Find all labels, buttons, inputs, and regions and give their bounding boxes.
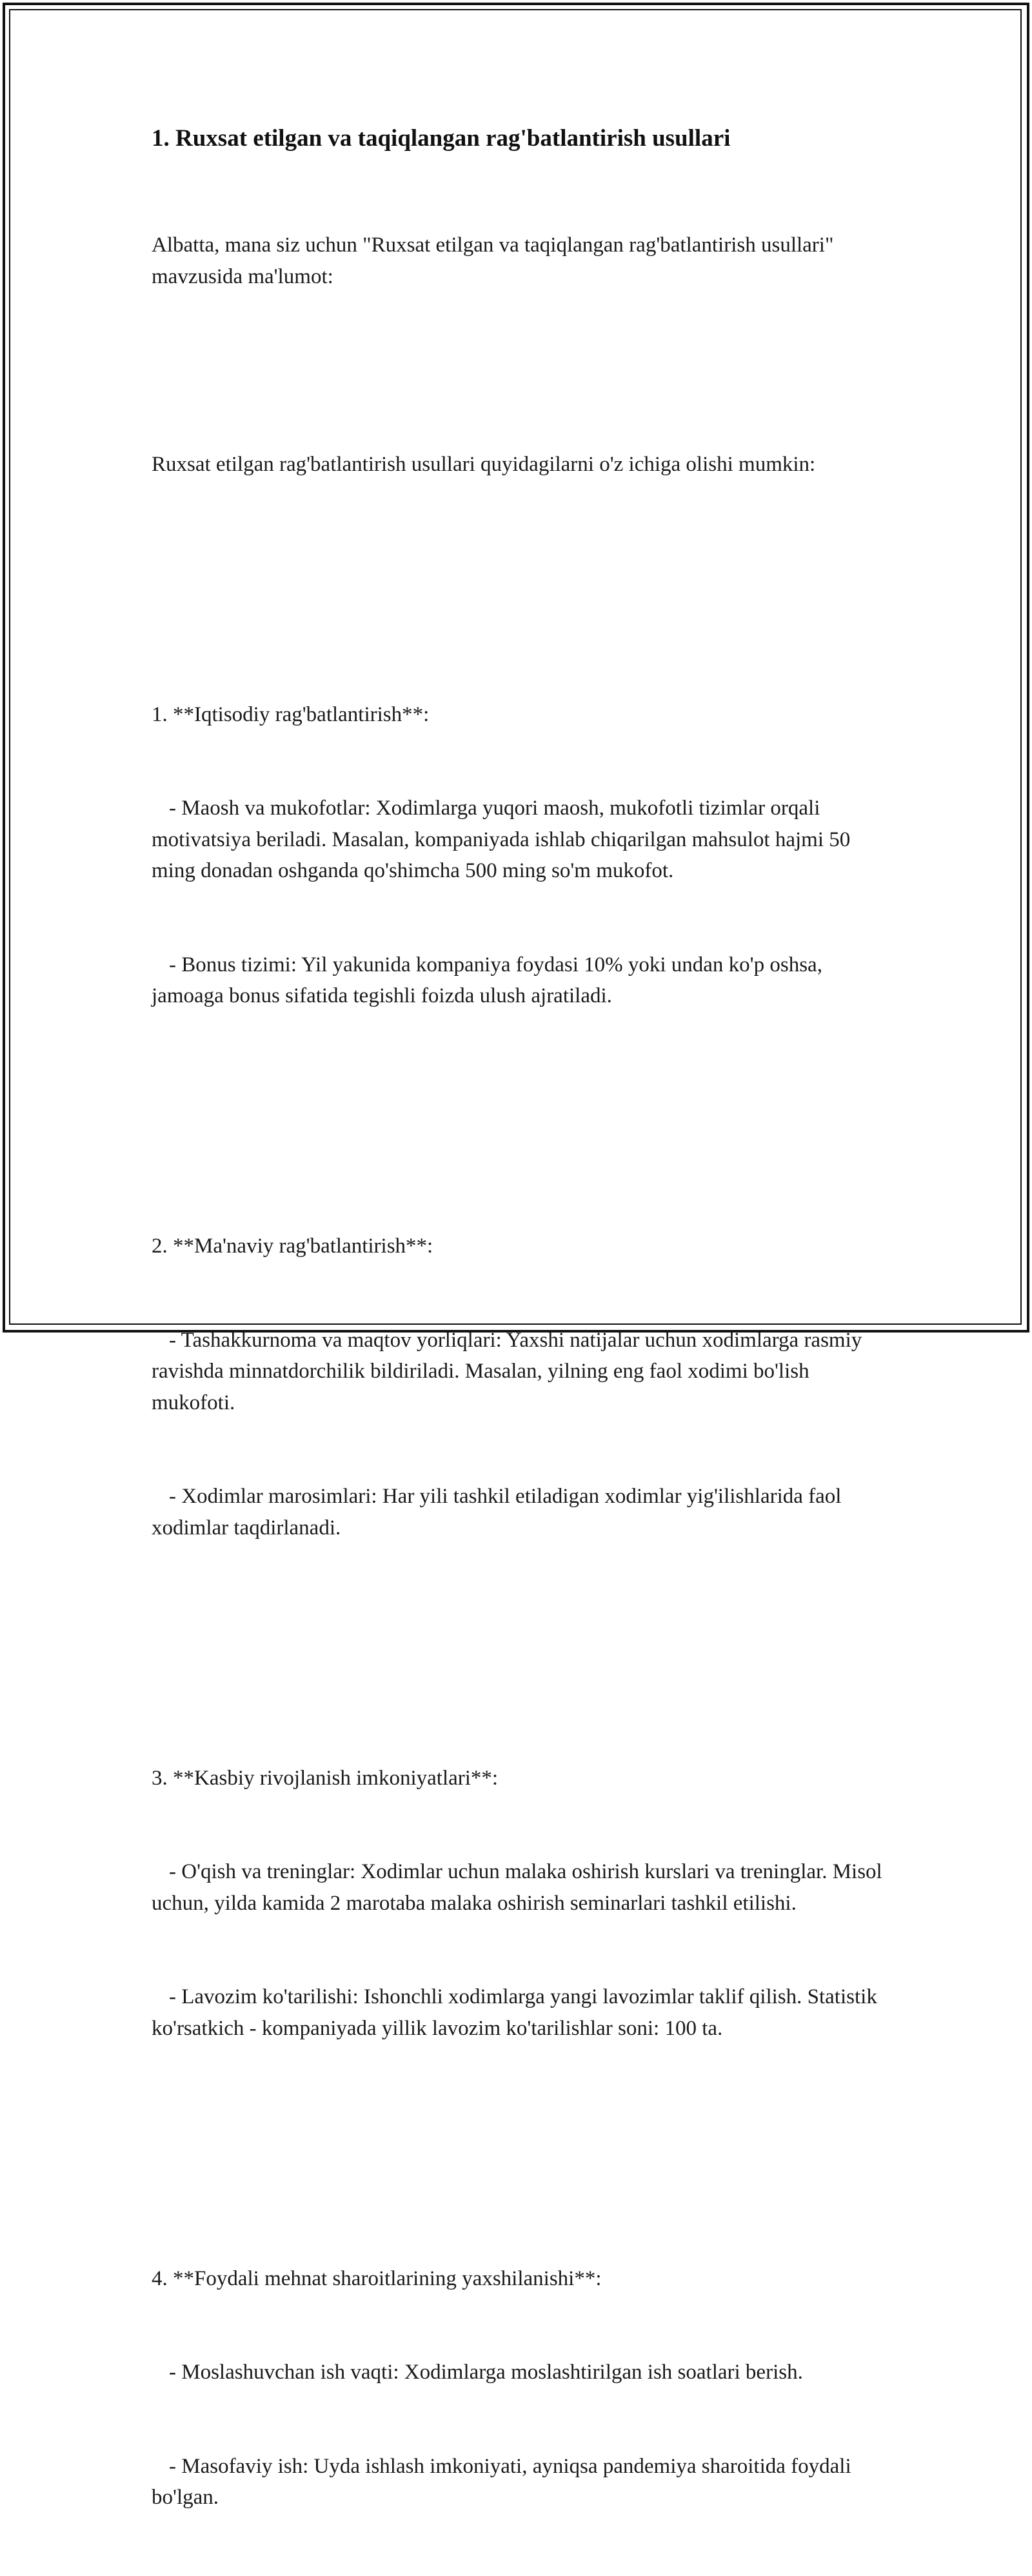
lead-paragraph: Ruxsat etilgan rag'batlantirish usullari quyidagilarni o'z ichiga olishi mumkin:: [152, 452, 816, 476]
intro-paragraph: Albatta, mana siz uchun "Ruxsat etilgan va taqiqlangan rag'batlantirish usullari" mavzusida ma'lumot:: [152, 233, 839, 288]
section-4-item-2: [152, 2451, 893, 2513]
paragraph-spacer: [152, 1075, 893, 1106]
paragraph-spacer: [152, 542, 893, 574]
section-4-item-1: [152, 2357, 893, 2388]
section-heading-1: 1. **Iqtisodiy rag'batlantirish**:: [152, 702, 430, 726]
list-item-text: - Bonus tizimi: Yil yakunida kompaniya foydasi 10% yoki undan ko'p oshsa, jamoaga bonus sifatida tegishli foizda ulush ajratiladi.: [152, 953, 828, 1007]
section-3-item-1: [152, 1856, 893, 1919]
list-item-text: - Tashakkurnoma va maqtov yorliqlari: Yaxshi natijalar uchun xodimlarga rasmiy ravishda minnatdorchilik bildiriladi. Masalan, yilning eng faol xodimi bo'lish mukofoti.: [152, 1328, 868, 1414]
section-heading-3: 3. **Kasbiy rivojlanish imkoniyatlari**:: [152, 1766, 499, 1790]
section-1-item-1: [152, 793, 893, 887]
list-item-text: - Moslashuvchan ish vaqti: Xodimlarga moslashtirilgan ish soatlari berish.: [169, 2361, 803, 2384]
section-heading-4: 4. **Foydali mehnat sharoitlarining yaxshilanishi**:: [152, 2266, 602, 2290]
document-title: 1. Ruxsat etilgan va taqiqlangan rag'batlantirish usullari: [152, 125, 731, 152]
list-item-text: - Xodimlar marosimlari: Har yili tashkil etiladigan xodimlar yig'ilishlarida faol xodimlar taqdirlanadi.: [152, 1485, 847, 1540]
section-2-item-2: [152, 1481, 893, 1543]
section-heading-2: 2. **Ma'naviy rag'batlantirish**:: [152, 1234, 433, 1258]
list-item-text: - Lavozim ko'tarilishi: Ishonchli xodimlarga yangi lavozimlar taklif qilish. Statistik ko'rsatkich - kompaniyada yillik lavozim ko'tarilishlar soni: 100 ta.: [152, 1985, 883, 2040]
section-2-item-1: [152, 1325, 893, 1419]
paragraph-spacer: [152, 1606, 893, 1638]
list-item-text: - Masofaviy ish: Uyda ishlash imkoniyati, ayniqsa pandemiya sharoitida foydali bo'lgan.: [152, 2454, 857, 2509]
paragraph-spacer: [152, 2106, 893, 2138]
section-1-item-2: [152, 949, 893, 1012]
list-item-text: - O'qish va treninglar: Xodimlar uchun malaka oshirish kurslari va treninglar. Misol uchun, yilda kamida 2 marotaba malaka oshirish seminarlari tashkil etilishi.: [152, 1860, 888, 1915]
list-item-text: - Maosh va mukofotlar: Xodimlarga yuqori maosh, mukofotli tizimlar orqali motivatsiya beriladi. Masalan, kompaniyada ishlab chiqarilgan mahsulot hajmi 50 ming donadan oshganda qo'shimcha 500 ming so'm mukofot.: [152, 797, 856, 882]
section-3-item-2: [152, 1981, 893, 2044]
document-page: [152, 118, 893, 2576]
document-body: [152, 167, 893, 2576]
paragraph-spacer: [152, 355, 893, 386]
